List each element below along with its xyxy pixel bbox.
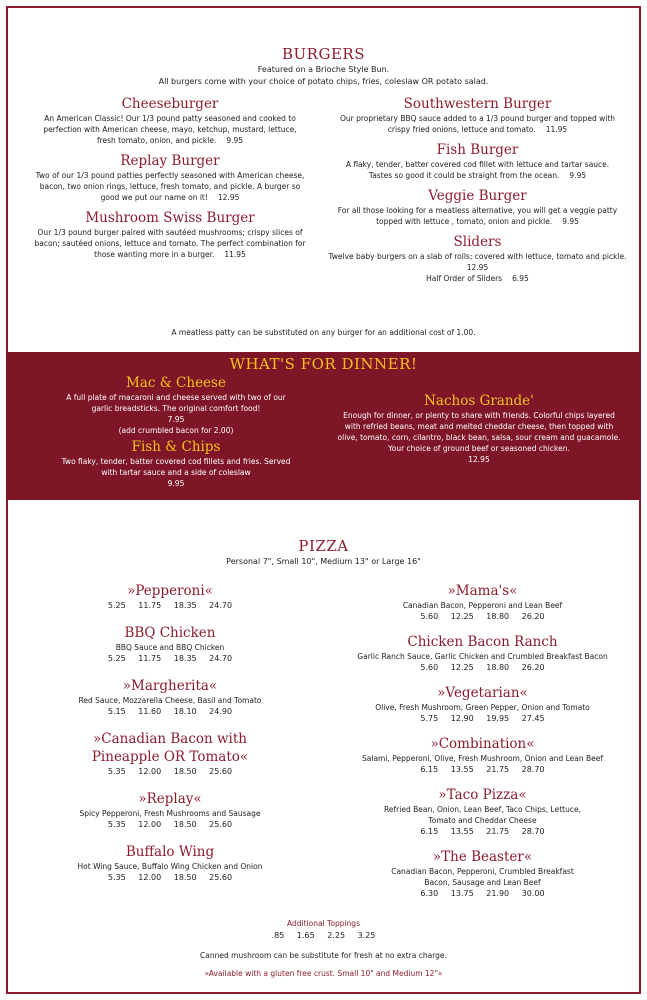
menu-item bbox=[40, 677, 300, 718]
item-name: Buffalo Wing bbox=[125, 844, 215, 860]
item-desc: Hot Wing Sauce, Buffalo Wing Chicken and Onion bbox=[77, 862, 263, 871]
menu-item bbox=[325, 233, 630, 284]
item-extra: (add crumbled bacon for 2.00) bbox=[118, 426, 234, 435]
burgers-footnote: A meatless patty can be substituted on any burger for an additional cost of 1.00. bbox=[171, 328, 476, 337]
item-price: 11.95 bbox=[545, 125, 568, 134]
item-desc: Twelve baby burgers on a slab of rolls; covered with lettuce, tomato and pickle. bbox=[328, 252, 627, 261]
menu-item bbox=[340, 786, 625, 838]
item-desc: For all those looking for a meatless alternative, you will get a veggie patty topped with lettuce , tomato, onion and pickle. bbox=[337, 206, 618, 226]
item-desc: Two flaky, tender, batter covered cod fillets and fries. Served with tartar sauce and a side of coleslaw bbox=[61, 457, 291, 477]
item-prices: 5.25 11.75 18.35 24.70 bbox=[107, 601, 233, 610]
menu-item bbox=[40, 790, 300, 831]
item-price: 9.95 bbox=[226, 136, 244, 145]
item-name: Cheeseburger bbox=[121, 96, 219, 112]
burgers-title: BURGERS bbox=[282, 45, 365, 63]
item-name: »Taco Pizza« bbox=[438, 787, 527, 803]
menu-item bbox=[340, 684, 625, 725]
dinner-title: WHAT'S FOR DINNER! bbox=[229, 355, 418, 373]
item-name: Fish & Chips bbox=[131, 439, 221, 455]
item-price: 7.95 bbox=[167, 415, 185, 424]
item-price: 9.95 bbox=[562, 217, 579, 226]
item-prices: 6.30 13.75 21.90 30.00 bbox=[420, 889, 545, 898]
item-desc: An American Classic! Our 1/3 pound patty seasoned and cooked to perfection with American cheese, mayo, ketchup, mustard, lettuce, fresh tomato, onion, and pickle. bbox=[43, 114, 297, 145]
menu-item bbox=[340, 633, 625, 674]
item-prices: 6.15 13.55 21.75 28.70 bbox=[420, 827, 545, 836]
item-desc: Refried Bean, Onion, Lean Beef, Taco Chips, Lettuce, Tomato and Cheddar Cheese bbox=[384, 805, 581, 825]
item-desc: Garlic Ranch Sauce, Garlic Chicken and Crumbled Breakfast Bacon bbox=[357, 652, 608, 661]
pizza-title: PIZZA bbox=[298, 537, 349, 555]
menu-item bbox=[30, 209, 310, 260]
item-name: Fish Burger bbox=[436, 142, 519, 158]
item-prices: 5.35 12.00 18.50 25.60 bbox=[107, 873, 233, 882]
dinner-band bbox=[6, 352, 641, 500]
item-desc: Canadian Bacon, Pepperoni, Crumbled Breakfast Bacon, Sausage and Lean Beef bbox=[391, 867, 574, 887]
item-name: »Combination« bbox=[430, 736, 535, 752]
item-name: Veggie Burger bbox=[428, 188, 527, 204]
burgers-right-column bbox=[325, 95, 630, 290]
menu-item bbox=[334, 392, 624, 465]
menu-item bbox=[56, 438, 296, 489]
dinner-right-column bbox=[334, 392, 624, 465]
burgers-subtitle-2: All burgers come with your choice of potato chips, fries, coleslaw OR potato salad. bbox=[158, 77, 489, 86]
item-desc: A flaky, tender, batter covered cod fillet with lettuce and tartar sauce. Tastes so good it could be straight from the ocean. bbox=[345, 160, 610, 180]
item-price: 12.95 bbox=[468, 455, 490, 464]
item-price: 12.95 bbox=[466, 263, 489, 272]
item-price: 9.95 bbox=[167, 479, 185, 488]
item-extra: Half Order of Sliders bbox=[426, 274, 503, 283]
burgers-left-column bbox=[30, 95, 310, 266]
item-name: Mushroom Swiss Burger bbox=[85, 210, 255, 226]
menu-item bbox=[340, 582, 625, 623]
item-desc: Spicy Pepperoni, Fresh Mushrooms and Sausage bbox=[79, 809, 261, 818]
toppings-label: Additional Toppings bbox=[287, 919, 360, 928]
toppings-prices: .85 1.65 2.25 3.25 bbox=[271, 931, 376, 940]
pizza-right-column bbox=[340, 582, 625, 900]
menu-item bbox=[40, 843, 300, 884]
menu-item bbox=[40, 624, 300, 665]
item-name: Replay Burger bbox=[120, 153, 220, 169]
menu-item bbox=[30, 95, 310, 146]
menu-item bbox=[340, 848, 625, 900]
item-name: »The Beaster« bbox=[432, 849, 533, 865]
dinner-left-column bbox=[56, 374, 296, 489]
item-price: 11.95 bbox=[224, 250, 246, 259]
item-price: 9.95 bbox=[569, 171, 587, 180]
item-desc: BBQ Sauce and BBQ Chicken bbox=[115, 643, 225, 652]
item-name-line-2: Pineapple OR Tomato« bbox=[91, 749, 249, 765]
item-prices: 5.15 11.60 18.10 24.90 bbox=[107, 707, 233, 716]
pizza-subtitle: Personal 7", Small 10", Medium 13" or Large 16" bbox=[226, 557, 421, 566]
item-price: 12.95 bbox=[217, 193, 240, 202]
menu-item bbox=[340, 735, 625, 776]
item-prices: 6.15 13.55 21.75 28.70 bbox=[420, 765, 545, 774]
menu-item bbox=[325, 141, 630, 181]
item-desc: Olive, Fresh Mushroom, Green Pepper, Onion and Tomato bbox=[375, 703, 590, 712]
item-name: »Mama's« bbox=[447, 583, 518, 599]
item-name: »Vegetarian« bbox=[437, 685, 528, 701]
item-prices: 5.35 12.00 18.50 25.60 bbox=[107, 767, 233, 776]
item-prices: 5.35 12.00 18.50 25.60 bbox=[107, 820, 233, 829]
item-desc: Canadian Bacon, Pepperoni and Lean Beef bbox=[402, 601, 563, 610]
item-desc: Red Sauce, Mozzarella Cheese, Basil and Tomato bbox=[78, 696, 262, 705]
item-prices: 5.60 12.25 18.80 26.20 bbox=[420, 612, 545, 621]
item-name: Southwestern Burger bbox=[403, 96, 552, 112]
item-extra-price: 6.95 bbox=[512, 274, 529, 283]
menu-item bbox=[56, 374, 296, 436]
menu-item bbox=[325, 187, 630, 227]
menu-item bbox=[325, 95, 630, 135]
item-desc: A full plate of macaroni and cheese served with two of our garlic breadsticks. The original comfort food! bbox=[66, 393, 286, 413]
item-name: »Replay« bbox=[138, 791, 202, 807]
item-name: »Margherita« bbox=[122, 678, 218, 694]
menu-item bbox=[40, 730, 300, 778]
item-desc: Two of our 1/3 pound patties perfectly seasoned with American cheese, bacon, two onion rings, lettuce, fresh tomato, and pickle. A burger so good we put our name on it! bbox=[35, 171, 305, 202]
item-name: Nachos Grande' bbox=[424, 393, 534, 409]
item-name: »Pepperoni« bbox=[127, 583, 213, 599]
item-name: Chicken Bacon Ranch bbox=[407, 634, 558, 650]
item-prices: 5.75 12.90 19.95 27.45 bbox=[420, 714, 545, 723]
item-name: »Canadian Bacon with bbox=[92, 731, 247, 747]
mushroom-note: Canned mushroom can be substitute for fresh at no extra charge. bbox=[200, 951, 447, 960]
gluten-free-note: »Available with a gluten free crust. Small 10" and Medium 12"« bbox=[204, 969, 443, 978]
item-name: BBQ Chicken bbox=[124, 625, 216, 641]
menu-item bbox=[40, 582, 300, 612]
pizza-left-column bbox=[40, 582, 300, 884]
item-desc: Our 1/3 pound burger paired with sautéed mushrooms; crispy slices of bacon; sautéed onions, lettuce and tomato. The perfect combination for those wanting more in a burger. bbox=[34, 228, 306, 259]
burgers-subtitle-1: Featured on a Brioche Style Bun. bbox=[257, 65, 390, 74]
item-desc: Enough for dinner, or plenty to share with friends. Colorful chips layered with refried beans, meat and melted cheddar cheese, then topped with olive, tomato, corn, cilantro, black bean, salsa, sour cream and guacamole. Your choice of ground beef or seasoned chicken. bbox=[337, 411, 621, 453]
item-prices: 5.25 11.75 18.35 24.70 bbox=[107, 654, 233, 663]
item-desc: Our proprietary BBQ sauce added to a 1/3 pound burger and topped with crispy fried onions, lettuce and tomato. bbox=[339, 114, 616, 134]
item-desc: Salami, Pepperoni, Olive, Fresh Mushroom, Onion and Lean Beef bbox=[362, 754, 603, 763]
item-name: Sliders bbox=[453, 234, 502, 250]
item-name: Mac & Cheese bbox=[126, 375, 226, 391]
menu-item bbox=[30, 152, 310, 203]
item-prices: 5.60 12.25 18.80 26.20 bbox=[420, 663, 545, 672]
